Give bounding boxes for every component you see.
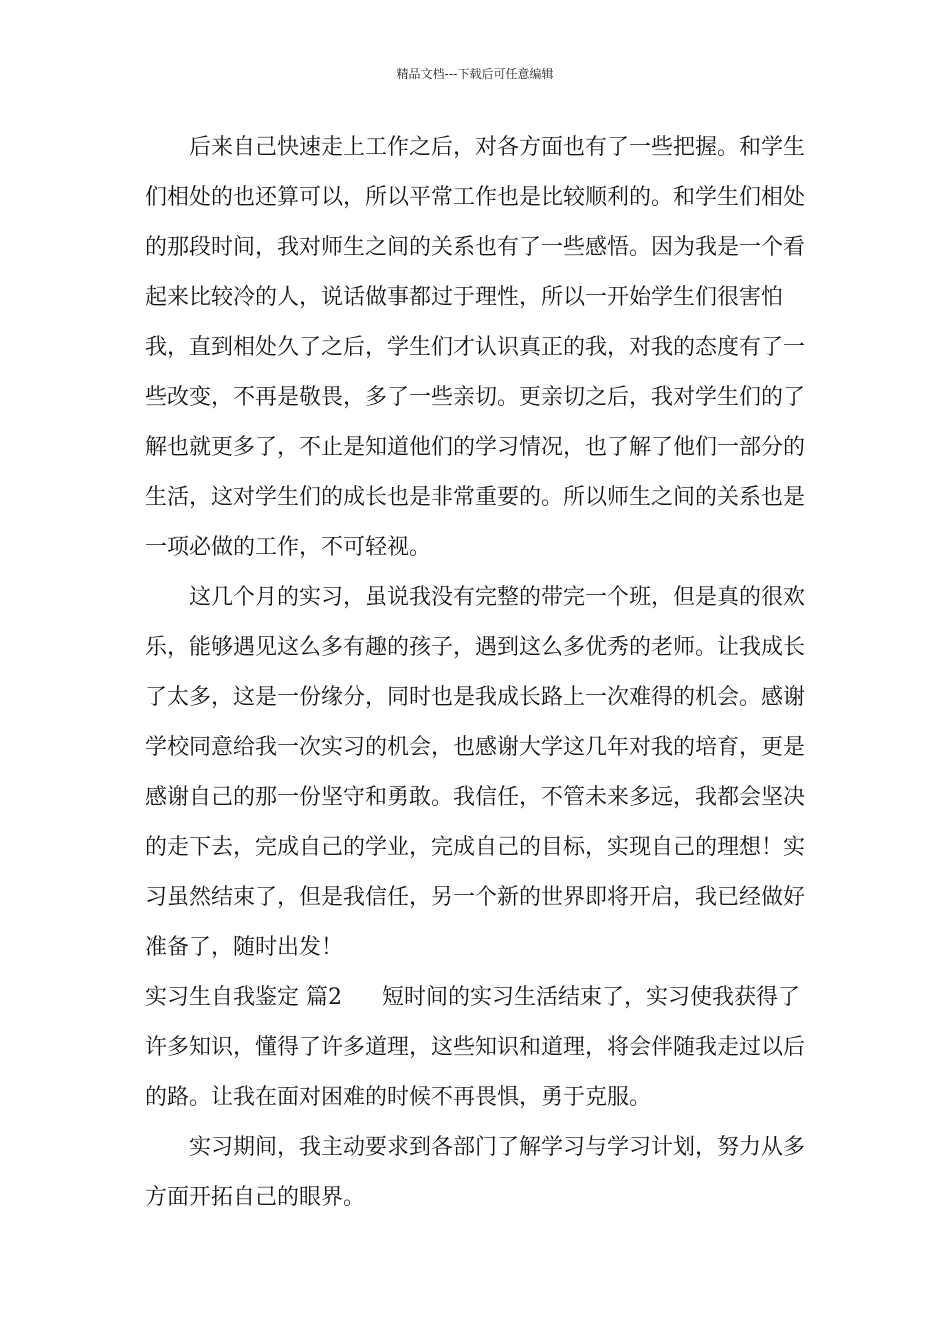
section-2-intro-text: 短时间的实习生活结束了，实习使我获得了许多知识，懂得了许多道理，这些知识和道理，将会伴随我走过以后的路。让我在面对困难的时候不再畏惧，勇于克服。 xyxy=(145,985,806,1110)
page-header: 精品文档---下载后可任意编辑 xyxy=(396,67,554,81)
paragraph-teacher-student-relations: 后来自己快速走上工作之后，对各方面也有了一些把握。和学生们相处的也还算可以，所以平常工作也是比较顺利的。和学生们相处的那段时间，我对师生之间的关系也有了一些感悟。因为我是一个看起来比较冷的人，说话做事都过于理性，所以一开始学生们很害怕我，直到相处久了之后，学生们才认识真正的我，对我的态度有了一些改变，不再是敬畏，多了一些亲切。更亲切之后，我对学生们的了解也就更多了，不止是知道他们的学习情况，也了解了他们一部分的生活，这对学生们的成长也是非常重要的。所以师生之间的关系也是一项必做的工作，不可轻视。 xyxy=(145,135,806,560)
paragraph-internship-reflection: 这几个月的实习，虽说我没有完整的带完一个班，但是真的很欢乐，能够遇见这么多有趣的孩子，遇到这么多优秀的老师。让我成长了太多，这是一份缘分，同时也是我成长路上一次难得的机会。感谢学校同意给我一次实习的机会，也感谢大学这几年对我的培育，更是感谢自己的那一份坚守和勇敢。我信任，不管未来多远，我都会坚决的走下去，完成自己的学业，完成自己的目标，实现自己的理想！实习虽然结束了，但是我信任，另一个新的世界即将开启，我已经做好准备了，随时出发！ xyxy=(145,585,806,960)
section-2-paragraph xyxy=(145,973,820,1123)
paragraph-internship-period: 实习期间，我主动要求到各部门了解学习与学习计划，努力从多方面开拓自己的眼界。 xyxy=(145,1135,806,1210)
section-heading: 实习生自我鉴定 篇2 xyxy=(145,985,342,1010)
document-body xyxy=(145,123,820,1223)
